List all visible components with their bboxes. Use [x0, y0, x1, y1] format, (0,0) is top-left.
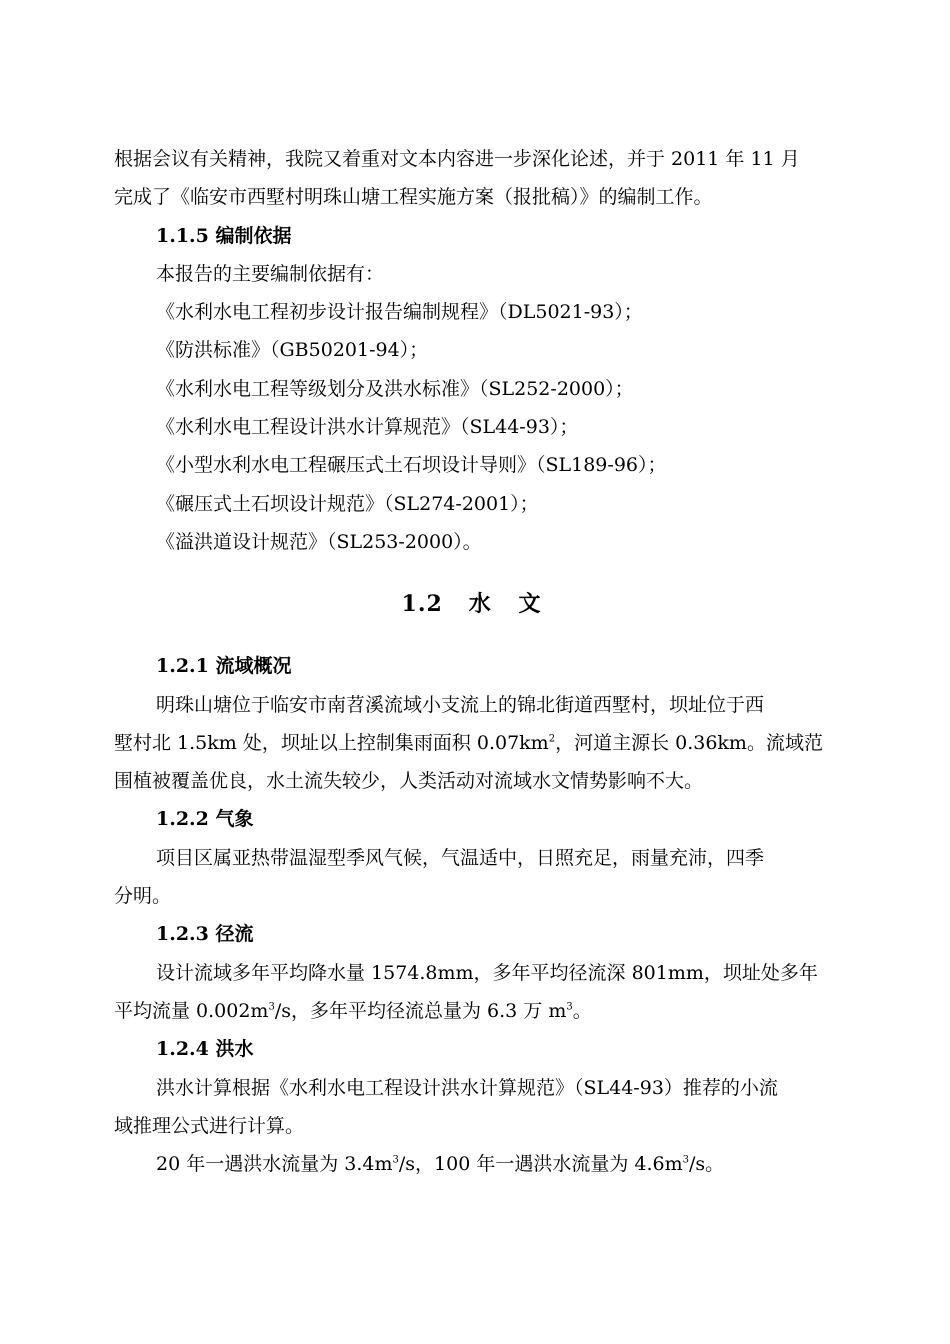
- runoff-line-1: 设计流域多年平均降水量 1574.8mm，多年平均径流深 801mm，坝址处多年: [156, 961, 818, 984]
- flood-line-3-text-c: /s。: [688, 1153, 725, 1176]
- section-title: [114, 561, 838, 647]
- runoff-heading: 1.2.3 径流: [156, 923, 254, 946]
- intro-line-2: 完成了《临安市西墅村明珠山塘工程实施方案（报批稿）》的编制工作。: [114, 186, 713, 209]
- flood-line-1: 洪水计算根据《水利水电工程设计洪水计算规范》（SL44-93）推荐的小流: [156, 1076, 778, 1099]
- section-heading: 水 文: [468, 591, 551, 618]
- section-number: 1.2: [401, 591, 443, 618]
- basis-heading: 1.1.5 编制依据: [156, 224, 292, 247]
- climate-line-1: 项目区属亚热带温湿型季风气候，气温适中，日照充足，雨量充沛，四季: [156, 846, 765, 869]
- flood-flow-unit-superscript-1: 3: [392, 1154, 399, 1166]
- watershed-line-1: 明珠山塘位于临安市南苕溪流域小支流上的锦北街道西墅村，坝址位于西: [156, 693, 765, 716]
- flood-heading: 1.2.4 洪水: [156, 1038, 254, 1061]
- watershed-heading: 1.2.1 流域概况: [156, 655, 292, 678]
- basis-intro: 本报告的主要编制依据有：: [156, 262, 385, 285]
- basis-item-2: 《防洪标准》（GB50201-94）；: [156, 339, 429, 362]
- runoff-line-2: [114, 992, 838, 1030]
- basis-item-4: 《水利水电工程设计洪水计算规范》（SL44-93）；: [156, 416, 579, 439]
- flow-unit-superscript: 3: [268, 1001, 275, 1013]
- basis-item-7: 《溢洪道设计规范》（SL253-2000）。: [156, 530, 482, 553]
- basis-item-6: 《碾压式土石坝设计规范》（SL274-2001）；: [156, 492, 539, 515]
- flood-line-3: [114, 1145, 838, 1183]
- basis-item-5: 《小型水利水电工程碾压式土石坝设计导则》（SL189-96）；: [156, 454, 667, 477]
- watershed-line-2: [114, 724, 838, 762]
- basis-item-3: 《水利水电工程等级划分及洪水标准》（SL252-2000）；: [156, 377, 634, 400]
- document-page: [114, 140, 838, 1183]
- volume-unit-superscript: 3: [566, 1001, 573, 1013]
- flood-flow-unit-superscript-2: 3: [682, 1154, 689, 1166]
- watershed-line-2-text-a: 墅村北 1.5km 处，坝址以上控制集雨面积 0.07km: [114, 731, 549, 754]
- runoff-line-2-text-a: 平均流量 0.002m: [114, 999, 269, 1022]
- area-unit-superscript: 2: [548, 733, 556, 745]
- runoff-line-2-text-b: /s，多年平均径流总量为 6.3 万 m: [274, 999, 567, 1022]
- watershed-line-2-text-b: ，河道主源长 0.36km。流域范: [555, 731, 823, 754]
- runoff-line-2-text-c: 。: [572, 999, 592, 1022]
- flood-line-3-text-a: 20 年一遇洪水流量为 3.4m: [156, 1153, 393, 1176]
- basis-item-1: 《水利水电工程初步设计报告编制规程》（DL5021-93）；: [156, 301, 643, 324]
- flood-line-2: 域推理公式进行计算。: [114, 1114, 305, 1137]
- watershed-line-3: 围植被覆盖优良，水土流失较少，人类活动对流域水文情势影响不大。: [114, 770, 704, 793]
- climate-heading: 1.2.2 气象: [156, 808, 254, 831]
- flood-line-3-text-b: /s，100 年一遇洪水流量为 4.6m: [398, 1153, 683, 1176]
- climate-line-2: 分明。: [114, 885, 172, 908]
- intro-line-1: 根据会议有关精神，我院又着重对文本内容进一步深化论述，并于 2011 年 11 月: [114, 148, 800, 170]
